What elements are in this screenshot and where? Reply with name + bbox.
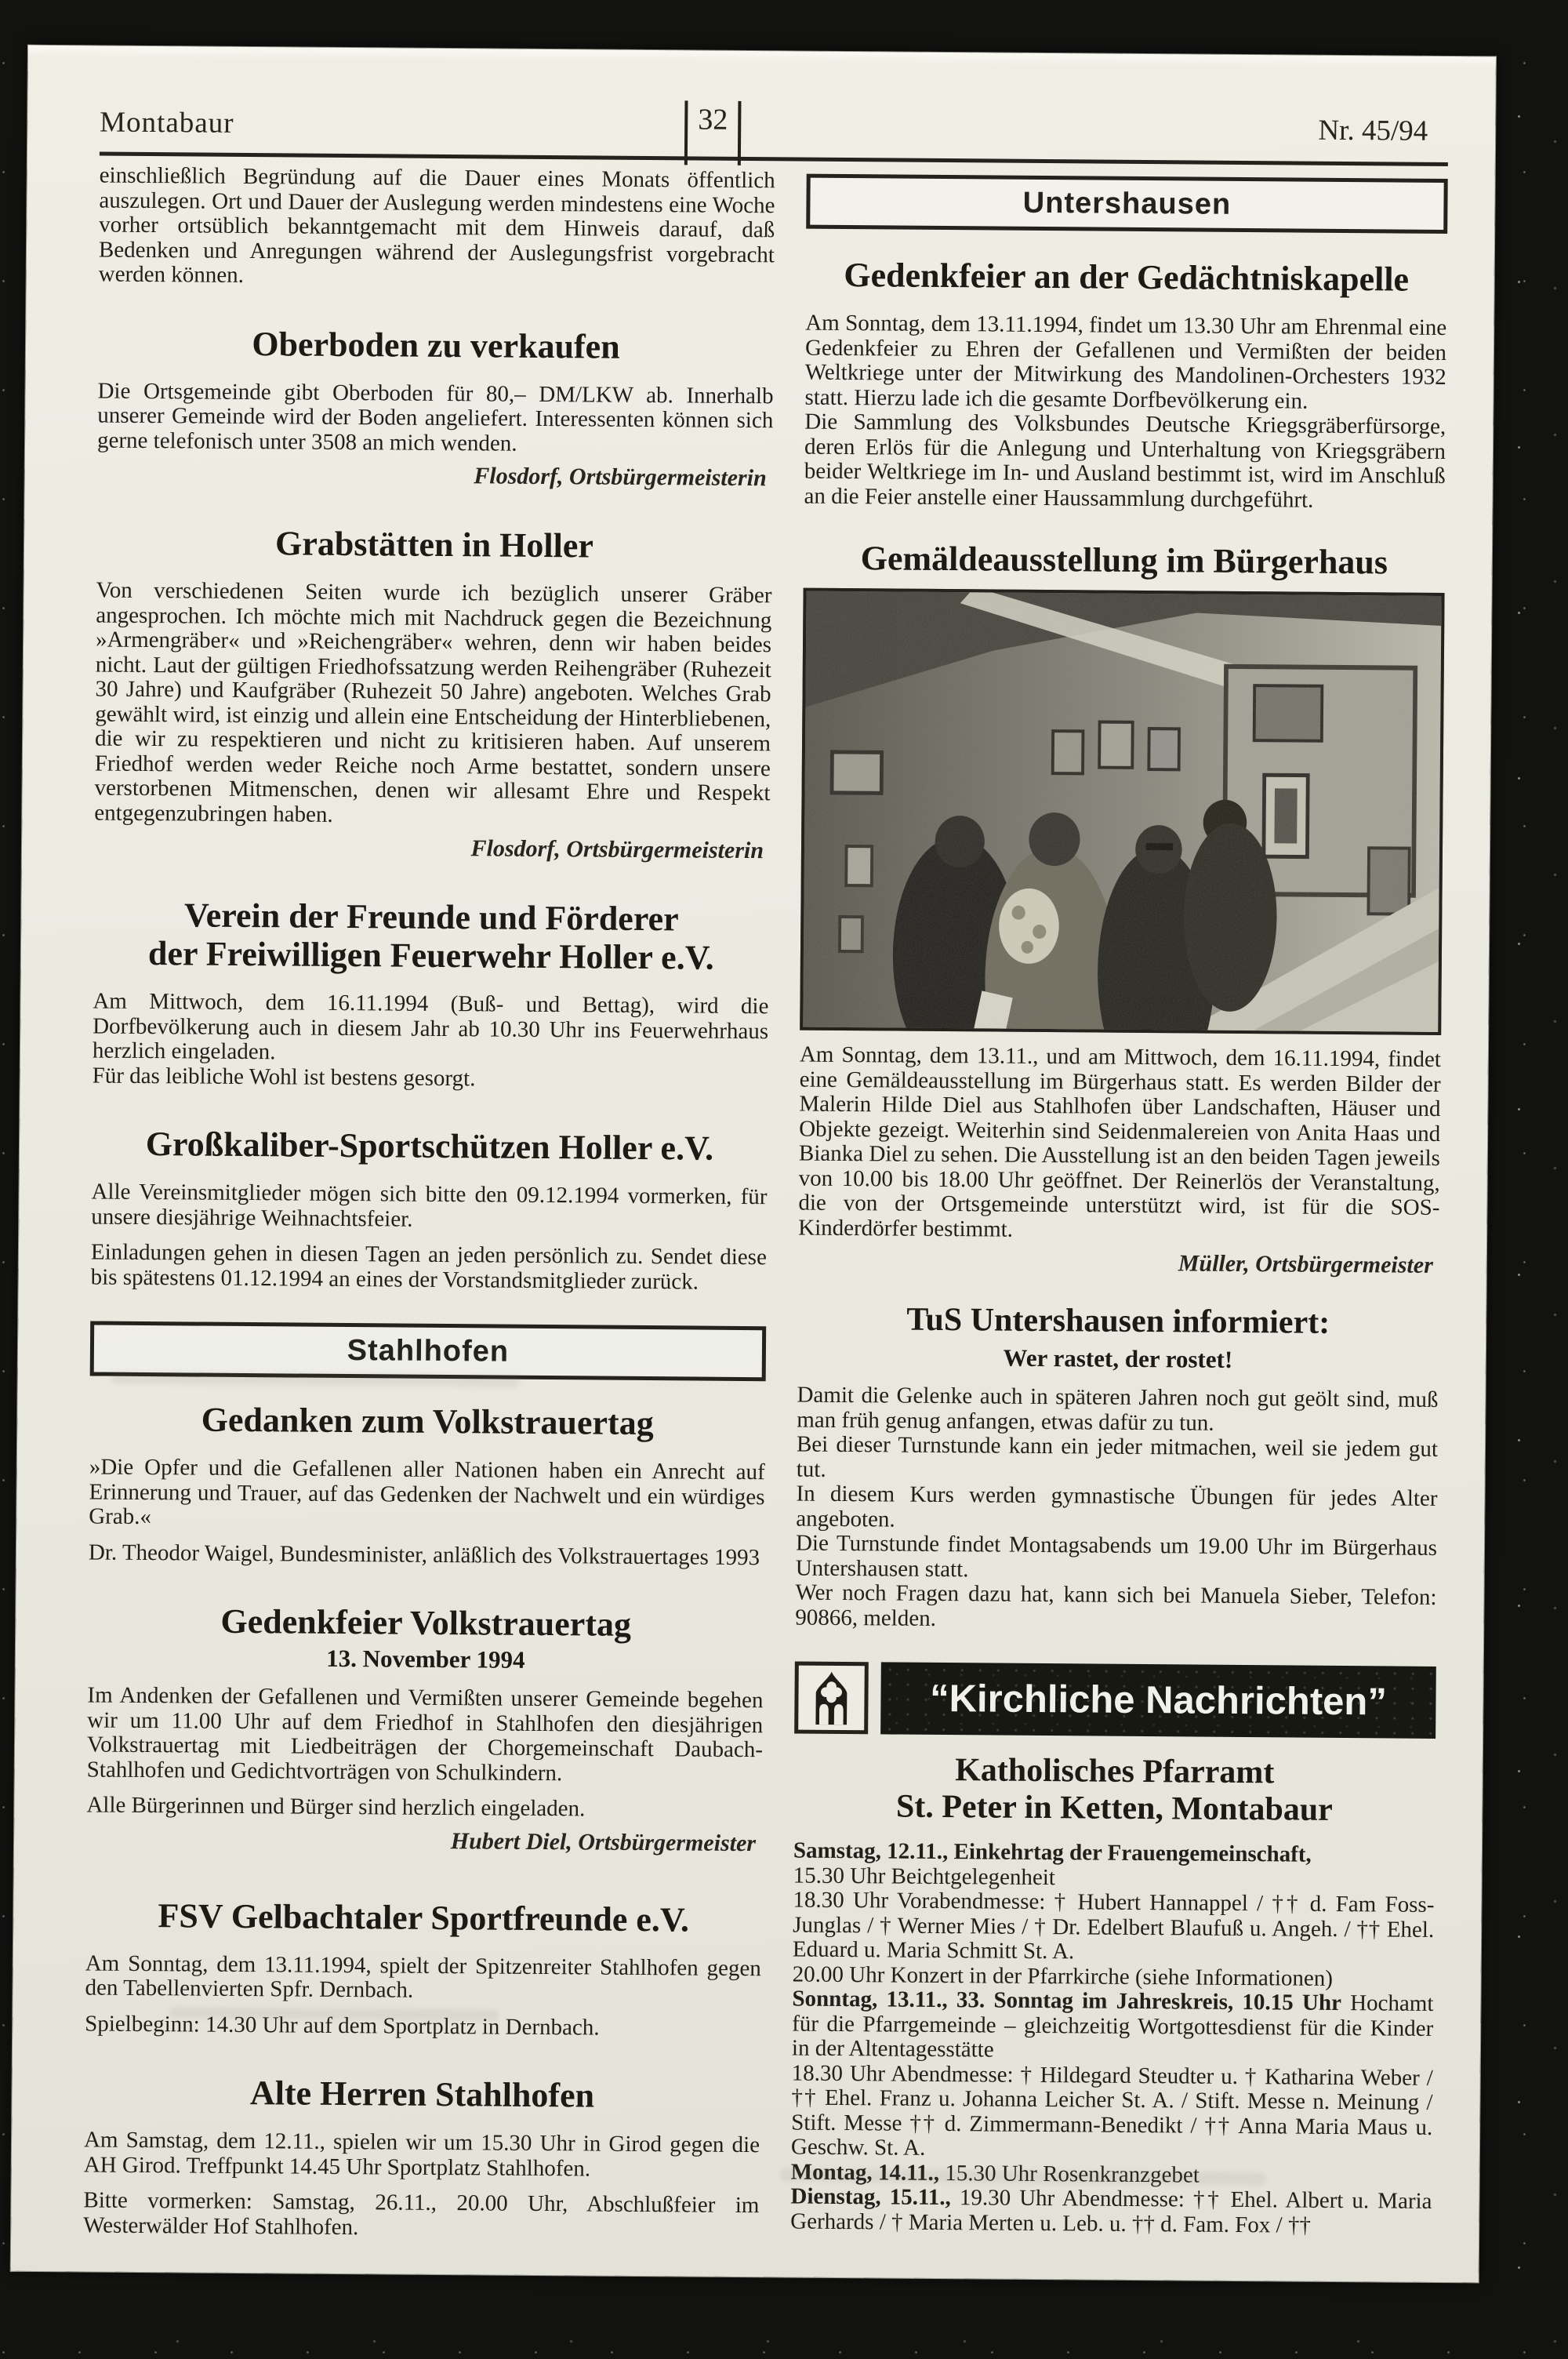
village-box-label: Stahlhofen [347,1333,510,1369]
tus-subtitle: Wer rastet, der rostet! [1003,1343,1233,1373]
schedule-row [792,1987,1434,2066]
two-column-layout [83,164,1448,2248]
grabstaetten-signature: Flosdorf, Ortsbürgermeisterin [470,835,764,864]
village-box-label: Untershausen [1022,186,1232,221]
sportschuetzen-body2: Einladungen gehen in diesen Tagen an jeden persönlich zu. Sendet diese bis spätestens 01.12.1994 an eines der Vorstandsmitglieder zurück. [90,1239,768,1295]
schedule-text: 18.30 Uhr Vorabendmesse: † Hubert Hannappel / †† d. Fam Foss-Junglas / † Werner Mies / † Dr. Edelbert Blaufuß u. Angeh. / †† Ehel. Eduard u. Maria Schmitt St. A. [792,1887,1435,1965]
fsv-body1: Am Sonntag, dem 13.11.1994, spielt der Spitzenreiter Stahlhofen gegen den Tabellenvierten Spfr. Dernbach. [85,1950,761,2003]
alte-herren-body2: Bitte vormerken: Samstag, 26.11., 20.00 Uhr, Abschlußfeier im Westerwälder Hof Stahlhofen. [83,2187,760,2240]
oberboden-body: Die Ortsgemeinde gibt Oberboden für 80,– DM/LKW ab. Innerhalb unserer Gemeinde wird der Boden angeliefert. Interessenten können sich gerne telefonisch unter 3508 an mich wenden. [96,378,774,456]
tus-line: Die Turnstunde findet Montagsabends um 19.00 Uhr im Bürgerhaus Untershausen statt. [795,1530,1438,1582]
section-title-alte-herren: Alte Herren Stahlhofen [249,2074,595,2115]
section-title-fsv: FSV Gelbachtaler Sportfreunde e.V. [158,1896,690,1939]
section-title-gedanken: Gedanken zum Volkstrauertag [201,1400,654,1443]
church-icon-graphic [808,1670,855,1726]
schedule-row [790,2185,1432,2239]
oberboden-signature: Flosdorf, Ortsbürgermeisterin [474,463,767,492]
tus-line: Damit die Gelenke auch in späteren Jahren noch gut geölt sind, muß man früh genug anfangen, etwas dafür zu tun. [797,1382,1439,1436]
schedule-text: 15.30 Uhr Rosenkranzgebet [938,2160,1200,2188]
schedule-text: 19.30 Uhr Abendmesse: †† Ehel. Albert u. Maria Gerhards / † Maria Merten u. Leb. u. †† d. Fam. Fox / †† [790,2185,1432,2238]
schedule-text: 15.30 Uhr Beichtgelegenheit [793,1863,1056,1890]
section-title-feuerwehr-line2: der Freiwilligen Feuerwehr Holler e.V. [147,934,714,977]
schedule-text: 18.30 Uhr Abendmesse: † Hildegard Steudter u. † Katharina Weber / †† Ehel. Franz u. Johanna Leicher St. A. / Stift. Messe n. Meinung / Stift. Messe †† d. Zimmermann-Benedikt / †† Anna Maria Maus u. Geschw. St. A. [790,2060,1433,2161]
village-box-untershausen [806,174,1448,234]
schedule-row [791,2061,1433,2165]
section-title-sportschuetzen: Großkaliber-Sportschützen Holler e.V. [145,1125,714,1168]
schedule-text: Hochamt für die Pfarrgemeinde – gleichzeitig Wortgottesdienst für die Kinder in der Altentagesstätte [791,1990,1434,2063]
gemaeldeausstellung-body: Am Sonntag, dem 13.11., und am Mittwoch, dem 16.11.1994, findet eine Gemäldeausstellung im Bürgerhaus statt. Es werden Bilder der Malerin Hilde Diel aus Stahlhofen über Landschaften, Häuser und Objekte gezeigt. Weiterhin sind Seidenmalereien von Anita Haas und Bianka Diel zu sehen. Die Ausstellung ist an den beiden Tagen jeweils von 10.00 bis 18.00 Uhr geöffnet. Der Reinerlös der Veranstaltung, die von der Ortsgemeinde unterstützt wird, ist für die SOS-Kinderdörfer bestimmt. [798,1041,1442,1242]
page-content [11,45,1496,2283]
gedenkfeier-body: Im Andenken der Gefallenen und Vermißten unserer Gemeinde begehen wir um 11.00 Uhr auf dem Friedhof in Stahlhofen den diesjährigen Volkstrauertag mit Liedbeiträgen der Chorgemeinschaft Daubach-Stahlhofen und Gedichtvorträgen von Schulkindern. [86,1682,764,1786]
banner-title-box [880,1662,1436,1739]
gedenkfeier-date: 13. November 1994 [326,1644,525,1674]
pfarramt-title-line2: St. Peter in Ketten, Montabaur [895,1788,1333,1828]
pfarramt-title-line1: Katholisches Pfarramt [955,1752,1275,1791]
section-title-gemaeldeausstellung: Gemäldeausstellung im Bürgerhaus [860,539,1388,582]
schedule-row [793,1888,1435,1968]
gedaechtniskapelle-body1: Am Sonntag, dem 13.11.1994, findet um 13.30 Uhr am Ehrenmal eine Gedenkfeier zu Ehren der Gefallenen und Vermißten der beiden Weltkriege unter der Mitwirkung des Mandolinen-Orchesters 1932 statt. Hierzu lade ich die gesamte Dorfbevölkerung ein. [804,310,1447,414]
issue-number: Nr. 45/94 [1318,114,1428,147]
gedanken-attribution: Dr. Theodor Waigel, Bundesminister, anläßlich des Volkstrauertages 1993 [88,1539,760,1570]
section-title-feuerwehr-line1: Verein der Freunde und Förderer [183,896,679,939]
page-number-box [684,100,742,165]
church-icon [794,1662,869,1735]
newspaper-page [11,45,1496,2283]
grabstaetten-body: Von verschiedenen Seiten wurde ich bezüglich unserer Gräber angesprochen. Ich möchte mich mit Nachdruck gegen die Bezeichnung »Armengräber« und »Reichengräber« wehren, denn wir haben beides nicht. Laut der gültigen Friedhofssatzung werden Reihengräber (Ruhezeit 30 Jahre) und Kaufgräber (Ruhezeit 50 Jahre) angeboten. Welches Grab gewählt wird, ist einzig und allein eine Entscheidung der Hinterbliebenen, die wir zu respektieren und nicht zu kritisieren haben. Auf unserem Friedhof werden weder Reiche noch Arme bestattet, sondern unsere verstorbenen Mitmenschen, denen wir allesamt Ehre und Respekt entgegenzubringen haben. [94,577,772,827]
schedule-day: Sonntag, 13.11., 33. Sonntag im Jahreskreis, 10.15 Uhr [792,1986,1342,2016]
tus-line: Wer noch Fragen dazu hat, kann sich bei Manuela Sieber, Telefon: 90866, melden. [795,1579,1437,1631]
intro-paragraph: einschließlich Begründung auf die Dauer eines Monats öffentlich auszulegen. Ort und Dauer der Auslegung werden mindestens eine Woche vorher ortsüblich bekanntgemacht mit dem Hinweis darauf, daß Bedenken und Anregungen während der Auslegungsfrist vorgebracht werden können. [98,162,775,288]
alte-herren-body1: Am Samstag, dem 12.11., spielen wir um 15.30 Uhr in Girod gegen die AH Girod. Treffpunkt 14.45 Uhr Sportplatz Stahlhofen. [83,2127,760,2182]
section-title-gedenkfeier: Gedenkfeier Volkstrauertag [220,1601,632,1644]
section-title-grabstaetten: Grabstätten in Holler [274,524,594,565]
section-title-gedaechtniskapelle: Gedenkfeier an der Gedächtniskapelle [844,255,1410,299]
exhibition-photo-graphic [803,591,1441,1032]
tus-line: In diesem Kurs werden gymnastische Übungen für jedes Alter angeboten. [796,1481,1438,1532]
section-title-oberboden: Oberboden zu verkaufen [252,324,620,366]
page-header [100,103,1448,167]
kirchliche-nachrichten-banner [794,1662,1436,1739]
sportschuetzen-body1: Alle Vereinsmitglieder mögen sich bitte den 09.12.1994 vormerken, für unsere diesjährige Weihnachtsfeier. [91,1179,768,1232]
tus-line: Bei dieser Turnstunde kann ein jeder mitmachen, weil sie jedem gut tut. [796,1431,1439,1482]
gedanken-quote: »Die Opfer und die Gefallenen aller Nationen haben ein Anrecht auf Erinnerung und Trauer, auf das Gedenken der Nachwelt und ein würdiges Grab.« [89,1454,765,1530]
left-column [83,164,775,2244]
schedule-day: Samstag, 12.11., Einkehrtag der Frauengemeinschaft, [793,1837,1312,1867]
feuerwehr-body1: Am Mittwoch, dem 16.11.1994 (Buß- und Bettag), wird die Dorfbevölkerung auch in diesem Jahr ab 10.30 Uhr ins Feuerwehrhaus herzlich eingeladen. [92,988,769,1065]
gemaeldeausstellung-signature: Müller, Ortsbürgermeister [1178,1250,1433,1278]
region-title: Montabaur [100,106,234,140]
schedule-text: 20.00 Uhr Konzert in der Pfarrkirche (siehe Informationen) [792,1961,1334,1991]
gedenkfeier-signature: Hubert Diel, Ortsbürgermeister [450,1827,757,1856]
right-column [790,169,1448,2248]
fsv-body2: Spielbeginn: 14.30 Uhr auf dem Sportplatz in Dernbach. [85,2010,600,2041]
exhibition-photo [800,588,1444,1035]
gedaechtniskapelle-body2: Die Sammlung des Volksbundes Deutsche Kriegsgräberfürsorge, deren Erlös für die Anlegung und Unterhaltung von Kriegsgräbern beider Weltkriege im In- und Ausland bestimmt ist, wird im Anschluß an die Feier anstelle einer Haussammlung durchgeführt. [804,409,1446,513]
feuerwehr-body2: Für das leibliche Wohl ist bestens gesorgt. [92,1062,476,1091]
gedenkfeier-body2: Alle Bürgerinnen und Bürger sind herzlich eingeladen. [86,1792,586,1822]
schedule-day: Dienstag, 15.11., [790,2183,951,2211]
section-title-tus: TuS Untershausen informiert: [906,1301,1330,1341]
schedule-day: Montag, 14.11., [790,2159,940,2186]
page-number: 32 [698,103,728,136]
banner-title: “Kirchliche Nachrichten” [929,1677,1388,1724]
